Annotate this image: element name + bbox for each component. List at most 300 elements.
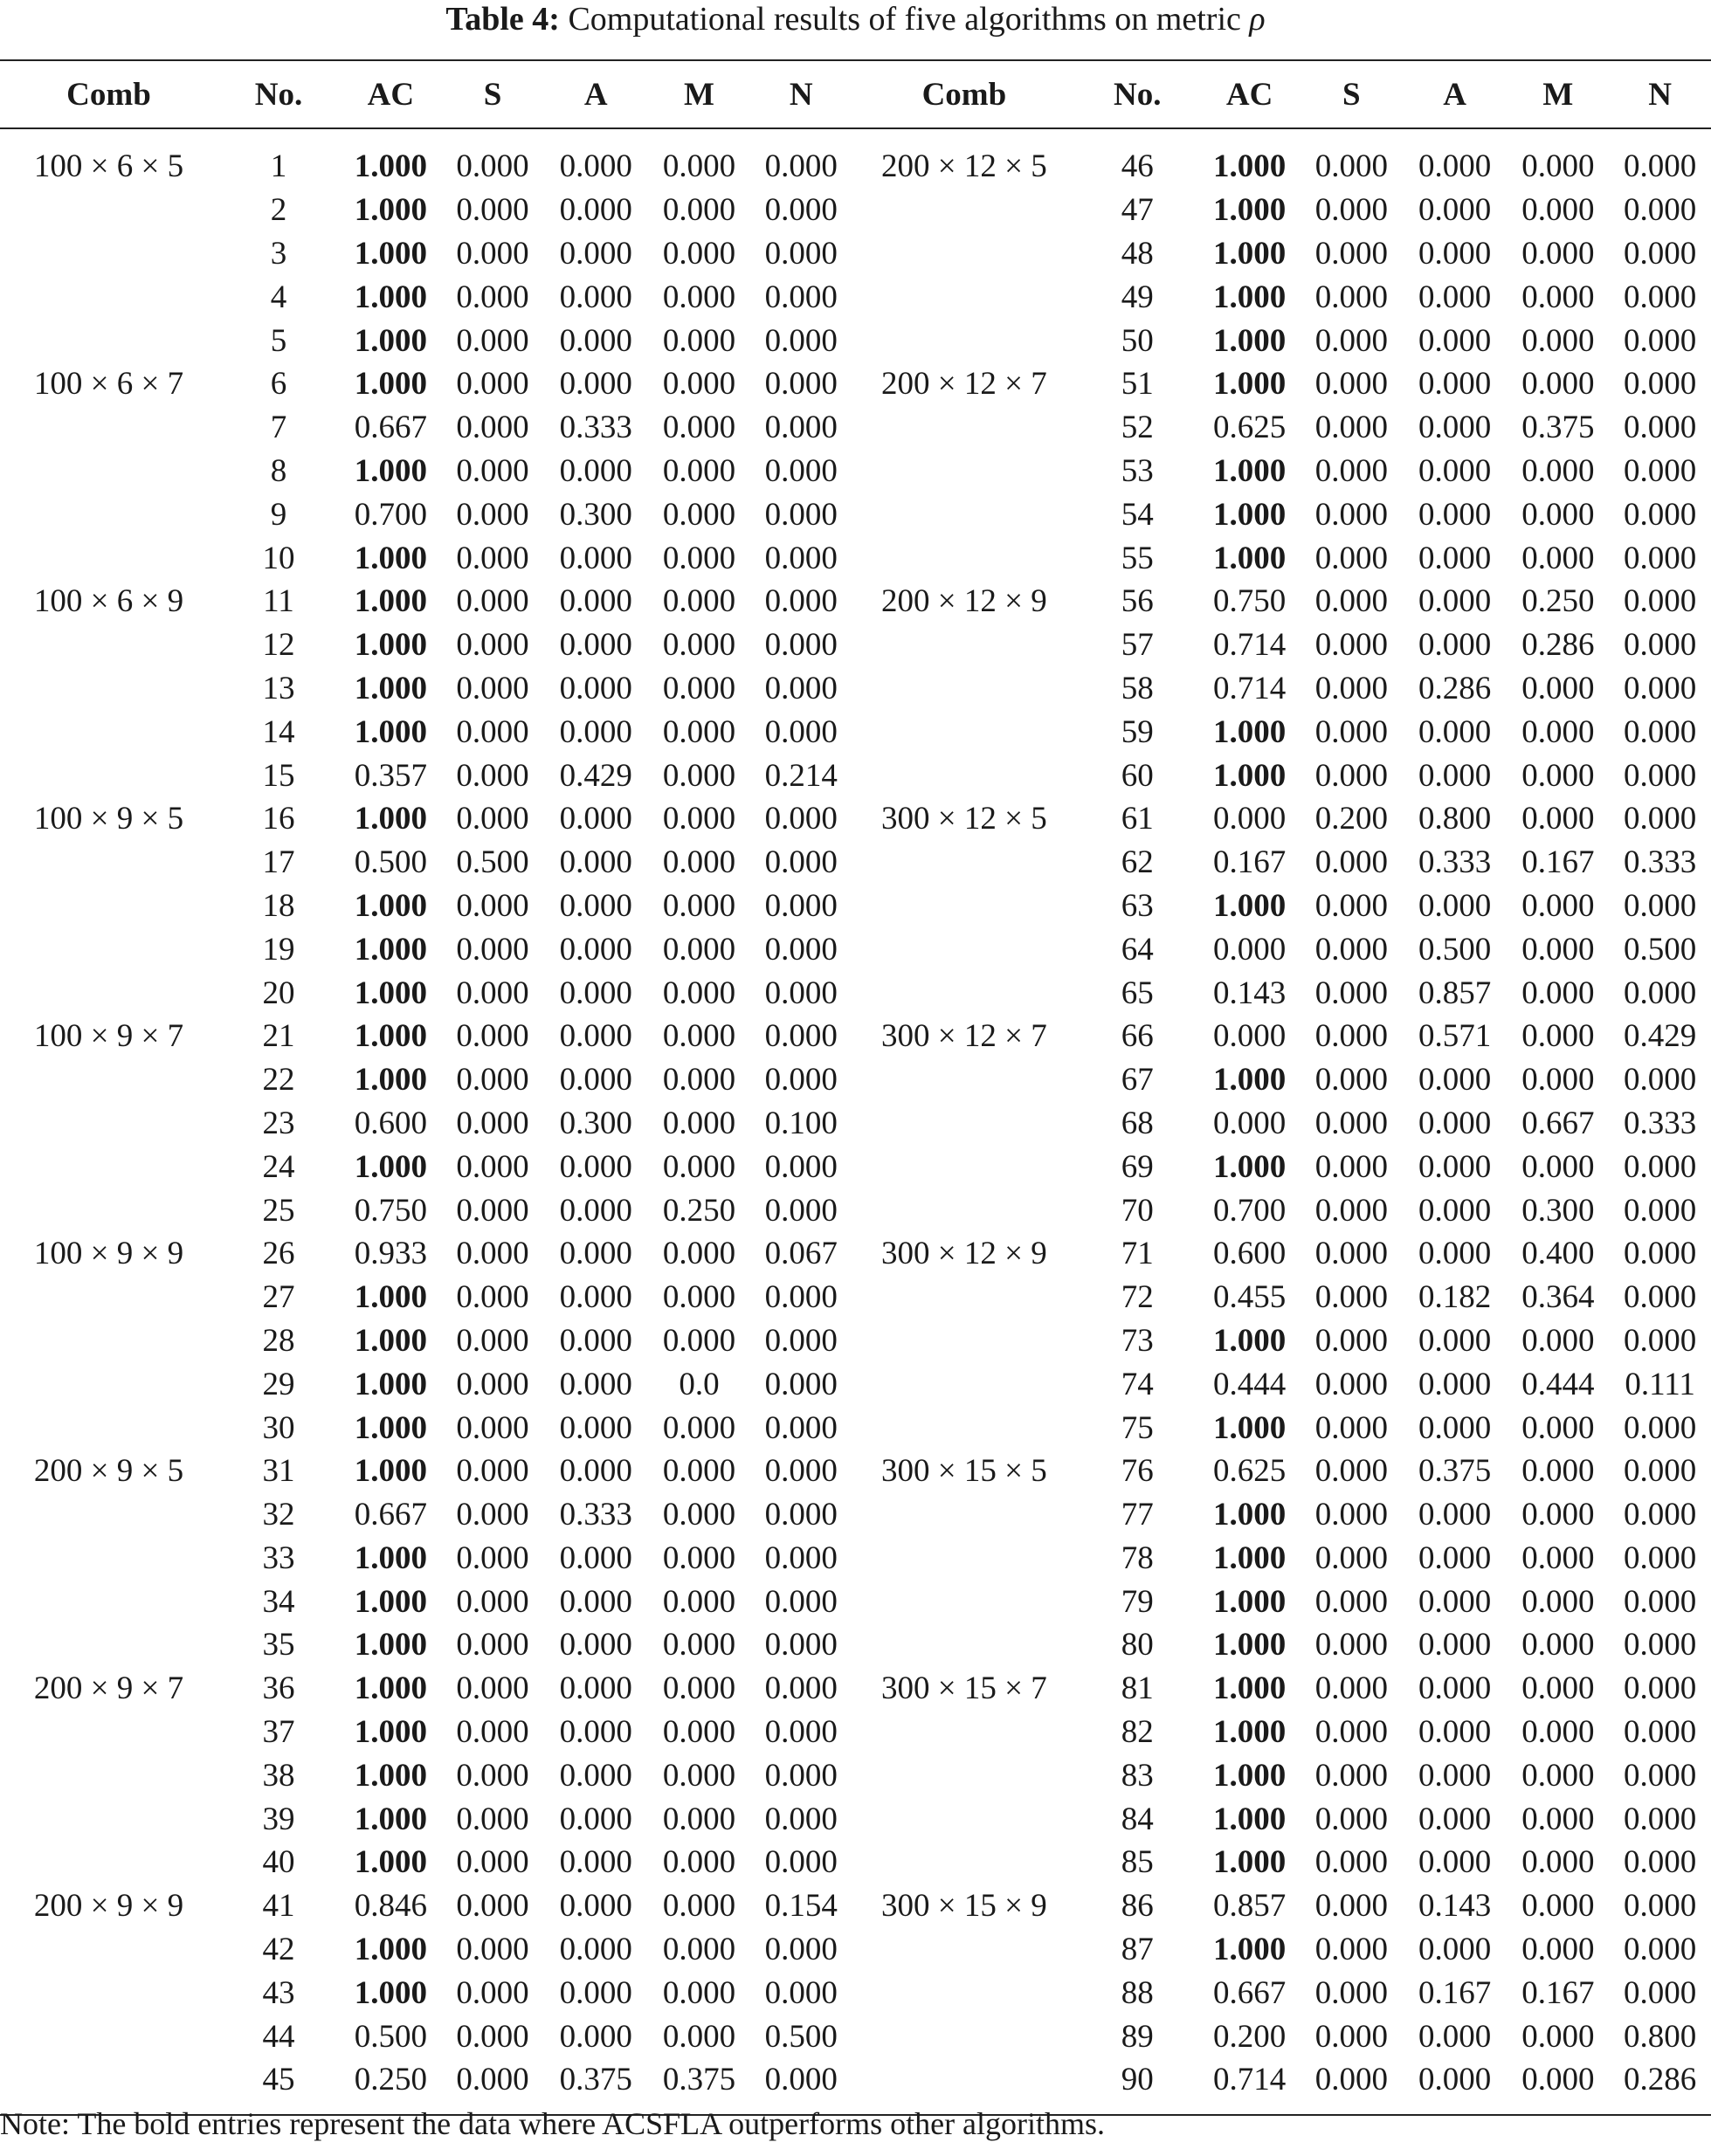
- cell-n-value: 0.000: [1623, 1801, 1697, 1837]
- cell-s-value: 0.000: [1314, 148, 1388, 185]
- cell-instance-no: 16: [262, 801, 295, 837]
- cell-instance-no: 59: [1121, 713, 1154, 750]
- cell-comb: [0, 275, 217, 319]
- cell-a-value: 0.167: [1418, 1974, 1492, 2011]
- cell-ac-value: 1.000: [354, 1018, 427, 1055]
- cell-m-value: 0.375: [662, 2062, 736, 2098]
- cell-a-value: 0.000: [559, 1627, 632, 1663]
- cell-a-value: 0.000: [559, 670, 632, 706]
- cell-instance-no: 31: [262, 1453, 295, 1490]
- cell-s-value: 0.000: [456, 1105, 529, 1141]
- cell-s-value: 0.000: [456, 1801, 529, 1837]
- cell-ac-value: 1.000: [1213, 1322, 1287, 1359]
- cell-a-value: 0.182: [1418, 1279, 1492, 1316]
- cell-instance-no: 81: [1121, 1670, 1154, 1707]
- cell-s-value: 0.000: [456, 801, 529, 837]
- cell-ac-value: 0.000: [1213, 1105, 1287, 1141]
- cell-a-value: 0.000: [1418, 192, 1492, 229]
- cell-instance-no: 62: [1121, 844, 1154, 881]
- table-row: [0, 1537, 1711, 1581]
- cell-s-value: 0.200: [1314, 801, 1388, 837]
- cell-ac-value: 0.625: [1213, 1453, 1287, 1490]
- cell-instance-no: 43: [262, 1974, 295, 2011]
- table-row: [0, 754, 1711, 797]
- cell-ac-value: 1.000: [354, 235, 427, 272]
- cell-a-value: 0.000: [559, 1670, 632, 1707]
- cell-comb: [852, 1276, 1077, 1319]
- cell-comb: [0, 2015, 217, 2058]
- cell-comb: [0, 1711, 217, 1754]
- cell-instance-no: 20: [262, 975, 295, 1011]
- cell-instance-no: 57: [1121, 627, 1154, 664]
- table-row: [0, 927, 1711, 971]
- cell-m-value: 0.000: [1521, 887, 1595, 924]
- cell-n-value: 0.000: [764, 887, 838, 924]
- cell-ac-value: 1.000: [1213, 1062, 1287, 1099]
- cell-m-value: 0.000: [1521, 1932, 1595, 1968]
- cell-ac-value: 0.714: [1213, 627, 1287, 664]
- cell-comb: [0, 623, 217, 667]
- cell-comb: [852, 1362, 1077, 1406]
- cell-n-value: 0.000: [764, 1932, 838, 1968]
- cell-n-value: 0.000: [1623, 1453, 1697, 1490]
- cell-a-value: 0.300: [559, 496, 632, 533]
- cell-comb: [0, 667, 217, 711]
- cell-instance-no: 87: [1121, 1932, 1154, 1968]
- cell-comb: [852, 1406, 1077, 1450]
- cell-instance-no: 9: [270, 496, 287, 533]
- cell-a-value: 0.000: [559, 1148, 632, 1185]
- cell-m-value: 0.000: [662, 366, 736, 403]
- cell-a-value: 0.000: [1418, 627, 1492, 664]
- cell-comb: [852, 275, 1077, 319]
- cell-ac-value: 1.000: [1213, 1757, 1287, 1794]
- cell-ac-value: 1.000: [1213, 366, 1287, 403]
- cell-m-value: 0.000: [662, 844, 736, 881]
- cell-m-value: 0.000: [662, 1844, 736, 1881]
- cell-s-value: 0.000: [456, 1192, 529, 1229]
- table-row: [0, 1015, 1711, 1058]
- cell-m-value: 0.000: [1521, 1497, 1595, 1533]
- cell-n-value: 0.000: [1623, 1540, 1697, 1576]
- table-row: [0, 536, 1711, 580]
- cell-m-value: 0.000: [1521, 713, 1595, 750]
- cell-n-value: 0.000: [764, 1192, 838, 1229]
- cell-s-value: 0.000: [456, 1974, 529, 2011]
- table-row: [0, 797, 1711, 841]
- cell-m-value: 0.000: [1521, 1888, 1595, 1925]
- cell-instance-no: 56: [1121, 583, 1154, 620]
- cell-comb: [852, 450, 1077, 493]
- cell-n-value: 0.000: [1623, 975, 1697, 1011]
- cell-a-value: 0.000: [1418, 1932, 1492, 1968]
- cell-instance-no: 34: [262, 1583, 295, 1620]
- cell-s-value: 0.000: [456, 583, 529, 620]
- cell-instance-no: 23: [262, 1105, 295, 1141]
- cell-n-value: 0.000: [1623, 583, 1697, 620]
- table-row: [0, 2015, 1711, 2058]
- cell-comb: [852, 1319, 1077, 1363]
- cell-n-value: 0.000: [1623, 1236, 1697, 1272]
- cell-n-value: 0.000: [764, 1453, 838, 1490]
- cell-a-value: 0.000: [559, 1844, 632, 1881]
- cell-n-value: 0.800: [1623, 2018, 1697, 2055]
- cell-instance-no: 5: [270, 322, 287, 359]
- header-row: [0, 60, 1711, 128]
- cell-m-value: 0.000: [662, 452, 736, 489]
- cell-s-value: 0.000: [456, 366, 529, 403]
- cell-a-value: 0.000: [559, 1540, 632, 1576]
- cell-m-value: 0.250: [662, 1192, 736, 1229]
- cell-ac-value: 1.000: [1213, 1148, 1287, 1185]
- cell-a-value: 0.000: [559, 148, 632, 185]
- cell-s-value: 0.000: [456, 1322, 529, 1359]
- cell-m-value: 0.000: [662, 1974, 736, 2011]
- cell-m-value: 0.000: [662, 1409, 736, 1446]
- cell-ac-value: 1.000: [354, 1801, 427, 1837]
- cell-instance-no: 88: [1121, 1974, 1154, 2011]
- cell-comb: [852, 319, 1077, 362]
- cell-n-value: 0.067: [764, 1236, 838, 1272]
- cell-a-value: 0.000: [1418, 1497, 1492, 1533]
- cell-instance-no: 39: [262, 1801, 295, 1837]
- cell-m-value: 0.444: [1521, 1366, 1595, 1402]
- cell-comb: [0, 1362, 217, 1406]
- cell-instance-no: 14: [262, 713, 295, 750]
- cell-m-value: 0.375: [1521, 410, 1595, 446]
- table-row: [0, 1406, 1711, 1450]
- cell-comb: [0, 1537, 217, 1581]
- cell-m-value: 0.000: [1521, 148, 1595, 185]
- cell-n-value: 0.000: [764, 1540, 838, 1576]
- cell-m-value: 0.000: [1521, 1062, 1595, 1099]
- cell-m-value: 0.000: [1521, 757, 1595, 794]
- cell-m-value: 0.000: [662, 1453, 736, 1490]
- cell-ac-value: 0.000: [1213, 931, 1287, 968]
- cell-n-value: 0.000: [1623, 1627, 1697, 1663]
- cell-n-value: 0.000: [1623, 1888, 1697, 1925]
- cell-n-value: 0.000: [1623, 670, 1697, 706]
- cell-ac-value: 1.000: [1213, 322, 1287, 359]
- cell-ac-value: 0.500: [354, 2018, 427, 2055]
- cell-n-value: 0.000: [1623, 1757, 1697, 1794]
- cell-comb: [0, 1102, 217, 1146]
- cell-comb: [852, 1145, 1077, 1188]
- table-row: [0, 189, 1711, 232]
- cell-ac-value: 1.000: [1213, 148, 1287, 185]
- cell-comb: 100 × 9 × 9: [33, 1236, 184, 1272]
- cell-n-value: 0.154: [764, 1888, 838, 1925]
- cell-n-value: 0.000: [1623, 1583, 1697, 1620]
- cell-s-value: 0.000: [456, 975, 529, 1011]
- cell-ac-value: 0.700: [1213, 1192, 1287, 1229]
- cell-comb: [852, 189, 1077, 232]
- cell-s-value: 0.500: [456, 844, 529, 881]
- table-row: [0, 623, 1711, 667]
- cell-m-value: 0.000: [1521, 975, 1595, 1011]
- cell-a-value: 0.000: [1418, 148, 1492, 185]
- cell-n-value: 0.000: [764, 148, 838, 185]
- table-row: [0, 232, 1711, 276]
- cell-n-value: 0.500: [1623, 931, 1697, 968]
- cell-m-value: 0.000: [662, 1888, 736, 1925]
- cell-instance-no: 33: [262, 1540, 295, 1576]
- cell-m-value: 0.000: [662, 887, 736, 924]
- cell-a-value: 0.143: [1418, 1888, 1492, 1925]
- cell-n-value: 0.000: [764, 627, 838, 664]
- cell-a-value: 0.000: [559, 1583, 632, 1620]
- col-header: A: [1403, 60, 1507, 128]
- cell-instance-no: 7: [270, 410, 287, 446]
- table-row: [0, 1145, 1711, 1188]
- cell-s-value: 0.000: [456, 1540, 529, 1576]
- cell-a-value: 0.333: [559, 1497, 632, 1533]
- cell-instance-no: 28: [262, 1322, 295, 1359]
- cell-n-value: 0.000: [1623, 192, 1697, 229]
- cell-s-value: 0.000: [456, 1236, 529, 1272]
- cell-ac-value: 1.000: [354, 279, 427, 315]
- cell-a-value: 0.000: [1418, 757, 1492, 794]
- cell-s-value: 0.000: [1314, 496, 1388, 533]
- cell-a-value: 0.000: [1418, 1366, 1492, 1402]
- cell-instance-no: 21: [262, 1018, 295, 1055]
- cell-m-value: 0.000: [1521, 366, 1595, 403]
- cell-ac-value: 1.000: [354, 1932, 427, 1968]
- cell-ac-value: 1.000: [354, 1974, 427, 2011]
- cell-n-value: 0.000: [764, 844, 838, 881]
- cell-ac-value: 1.000: [1213, 1714, 1287, 1751]
- cell-comb: 300 × 12 × 7: [881, 1018, 1047, 1055]
- cell-comb: [852, 1623, 1077, 1667]
- cell-instance-no: 66: [1121, 1018, 1154, 1055]
- cell-m-value: 0.000: [1521, 2018, 1595, 2055]
- cell-instance-no: 72: [1121, 1279, 1154, 1316]
- cell-instance-no: 83: [1121, 1757, 1154, 1794]
- caption-label: Table 4:: [445, 1, 560, 38]
- cell-a-value: 0.000: [559, 366, 632, 403]
- cell-m-value: 0.364: [1521, 1279, 1595, 1316]
- cell-instance-no: 6: [270, 366, 287, 403]
- cell-n-value: 0.000: [764, 1062, 838, 1099]
- cell-ac-value: 1.000: [354, 1453, 427, 1490]
- cell-ac-value: 0.667: [354, 1497, 427, 1533]
- cell-s-value: 0.000: [456, 1148, 529, 1185]
- cell-comb: [852, 623, 1077, 667]
- cell-comb: [0, 1797, 217, 1841]
- cell-s-value: 0.000: [1314, 887, 1388, 924]
- cell-m-value: 0.000: [1521, 1148, 1595, 1185]
- cell-comb: [852, 1841, 1077, 1884]
- cell-s-value: 0.000: [456, 279, 529, 315]
- cell-comb: [0, 754, 217, 797]
- cell-comb: [0, 1058, 217, 1102]
- cell-a-value: 0.300: [559, 1105, 632, 1141]
- cell-n-value: 0.000: [764, 279, 838, 315]
- table-row: [0, 1319, 1711, 1363]
- cell-instance-no: 76: [1121, 1453, 1154, 1490]
- cell-m-value: 0.000: [662, 1062, 736, 1099]
- cell-a-value: 0.857: [1418, 975, 1492, 1011]
- cell-s-value: 0.000: [1314, 1714, 1388, 1751]
- cell-a-value: 0.000: [1418, 1409, 1492, 1446]
- cell-a-value: 0.000: [559, 1409, 632, 1446]
- cell-n-value: 0.000: [764, 1366, 838, 1402]
- cell-a-value: 0.429: [559, 757, 632, 794]
- cell-a-value: 0.000: [559, 713, 632, 750]
- cell-comb: [852, 1537, 1077, 1581]
- cell-m-value: 0.000: [662, 627, 736, 664]
- cell-ac-value: 1.000: [1213, 279, 1287, 315]
- col-header: N: [1609, 60, 1711, 128]
- cell-a-value: 0.000: [1418, 713, 1492, 750]
- cell-m-value: 0.000: [662, 322, 736, 359]
- cell-a-value: 0.000: [1418, 322, 1492, 359]
- cell-m-value: 0.000: [662, 1714, 736, 1751]
- cell-comb: [0, 1493, 217, 1537]
- cell-a-value: 0.000: [1418, 366, 1492, 403]
- cell-a-value: 0.000: [559, 1322, 632, 1359]
- cell-ac-value: 1.000: [1213, 1583, 1287, 1620]
- cell-instance-no: 32: [262, 1497, 295, 1533]
- cell-ac-value: 1.000: [1213, 1627, 1287, 1663]
- cell-comb: [852, 1188, 1077, 1232]
- cell-ac-value: 1.000: [1213, 540, 1287, 576]
- cell-m-value: 0.000: [1521, 670, 1595, 706]
- cell-ac-value: 1.000: [354, 192, 427, 229]
- cell-m-value: 0.000: [1521, 496, 1595, 533]
- cell-s-value: 0.000: [456, 235, 529, 272]
- caption-symbol: ρ: [1249, 1, 1266, 38]
- cell-ac-value: 0.700: [354, 496, 427, 533]
- cell-a-value: 0.000: [559, 844, 632, 881]
- cell-n-value: 0.000: [764, 192, 838, 229]
- cell-n-value: 0.000: [764, 801, 838, 837]
- cell-ac-value: 1.000: [354, 1844, 427, 1881]
- cell-m-value: 0.000: [662, 1757, 736, 1794]
- cell-a-value: 0.000: [559, 235, 632, 272]
- col-header: Comb: [852, 60, 1077, 128]
- cell-n-value: 0.000: [1623, 801, 1697, 837]
- cell-comb: [0, 536, 217, 580]
- cell-s-value: 0.000: [1314, 1322, 1388, 1359]
- cell-ac-value: 1.000: [1213, 757, 1287, 794]
- cell-a-value: 0.000: [559, 1062, 632, 1099]
- cell-comb: [0, 1753, 217, 1797]
- cell-ac-value: 0.857: [1213, 1888, 1287, 1925]
- cell-s-value: 0.000: [456, 887, 529, 924]
- cell-a-value: 0.000: [1418, 1148, 1492, 1185]
- cell-comb: 300 × 15 × 5: [881, 1453, 1047, 1490]
- cell-s-value: 0.000: [1314, 1670, 1388, 1707]
- cell-n-value: 0.500: [764, 2018, 838, 2055]
- cell-instance-no: 41: [262, 1888, 295, 1925]
- cell-ac-value: 0.625: [1213, 410, 1287, 446]
- cell-m-value: 0.000: [1521, 1627, 1595, 1663]
- cell-ac-value: 0.750: [354, 1192, 427, 1229]
- cell-ac-value: 1.000: [354, 1757, 427, 1794]
- cell-ac-value: 0.167: [1213, 844, 1287, 881]
- cell-ac-value: 1.000: [1213, 1670, 1287, 1707]
- cell-m-value: 0.000: [662, 279, 736, 315]
- table-row: [0, 1711, 1711, 1754]
- cell-comb: [0, 1623, 217, 1667]
- table-row: [0, 493, 1711, 536]
- cell-instance-no: 86: [1121, 1888, 1154, 1925]
- cell-a-value: 0.000: [559, 1888, 632, 1925]
- cell-n-value: 0.000: [1623, 148, 1697, 185]
- table-row: [0, 1884, 1711, 1928]
- cell-instance-no: 44: [262, 2018, 295, 2055]
- cell-instance-no: 11: [263, 583, 294, 620]
- cell-instance-no: 60: [1121, 757, 1154, 794]
- cell-m-value: 0.286: [1521, 627, 1595, 664]
- cell-n-value: 0.000: [1623, 713, 1697, 750]
- cell-ac-value: 0.846: [354, 1888, 427, 1925]
- table-body: [0, 128, 1711, 2115]
- cell-ac-value: 1.000: [1213, 1801, 1287, 1837]
- cell-instance-no: 22: [262, 1062, 295, 1099]
- table-row: [0, 1102, 1711, 1146]
- cell-comb: [0, 319, 217, 362]
- cell-comb: [0, 1276, 217, 1319]
- table-row: [0, 406, 1711, 450]
- cell-m-value: 0.000: [1521, 1409, 1595, 1446]
- cell-m-value: 0.000: [662, 757, 736, 794]
- cell-comb: [852, 971, 1077, 1015]
- cell-a-value: 0.000: [1418, 887, 1492, 924]
- table-row: [0, 1928, 1711, 1972]
- cell-comb: [852, 1797, 1077, 1841]
- cell-m-value: 0.000: [1521, 1757, 1595, 1794]
- cell-m-value: 0.000: [662, 1279, 736, 1316]
- cell-instance-no: 74: [1121, 1366, 1154, 1402]
- cell-s-value: 0.000: [1314, 975, 1388, 1011]
- cell-m-value: 0.000: [662, 1932, 736, 1968]
- cell-a-value: 0.000: [559, 192, 632, 229]
- cell-n-value: 0.000: [1623, 235, 1697, 272]
- cell-s-value: 0.000: [1314, 1018, 1388, 1055]
- cell-ac-value: 1.000: [354, 1366, 427, 1402]
- cell-instance-no: 18: [262, 887, 295, 924]
- cell-n-value: 0.000: [1623, 322, 1697, 359]
- cell-s-value: 0.000: [456, 1757, 529, 1794]
- cell-comb: [0, 885, 217, 928]
- cell-a-value: 0.800: [1418, 801, 1492, 837]
- cell-s-value: 0.000: [1314, 1757, 1388, 1794]
- cell-n-value: 0.000: [1623, 1844, 1697, 1881]
- cell-s-value: 0.000: [456, 148, 529, 185]
- cell-ac-value: 1.000: [1213, 1497, 1287, 1533]
- table-caption: [0, 0, 1711, 42]
- cell-n-value: 0.000: [764, 1497, 838, 1533]
- results-table: [0, 59, 1711, 2116]
- table-row: [0, 1841, 1711, 1884]
- cell-a-value: 0.000: [559, 1801, 632, 1837]
- cell-ac-value: 1.000: [354, 670, 427, 706]
- cell-comb: 300 × 12 × 5: [881, 801, 1047, 837]
- cell-m-value: 0.000: [662, 801, 736, 837]
- cell-s-value: 0.000: [1314, 1540, 1388, 1576]
- cell-ac-value: 0.444: [1213, 1366, 1287, 1402]
- cell-s-value: 0.000: [456, 452, 529, 489]
- cell-instance-no: 40: [262, 1844, 295, 1881]
- cell-a-value: 0.000: [1418, 279, 1492, 315]
- cell-m-value: 0.0: [679, 1366, 720, 1402]
- cell-s-value: 0.000: [456, 322, 529, 359]
- cell-a-value: 0.000: [559, 975, 632, 1011]
- cell-s-value: 0.000: [1314, 713, 1388, 750]
- cell-s-value: 0.000: [1314, 757, 1388, 794]
